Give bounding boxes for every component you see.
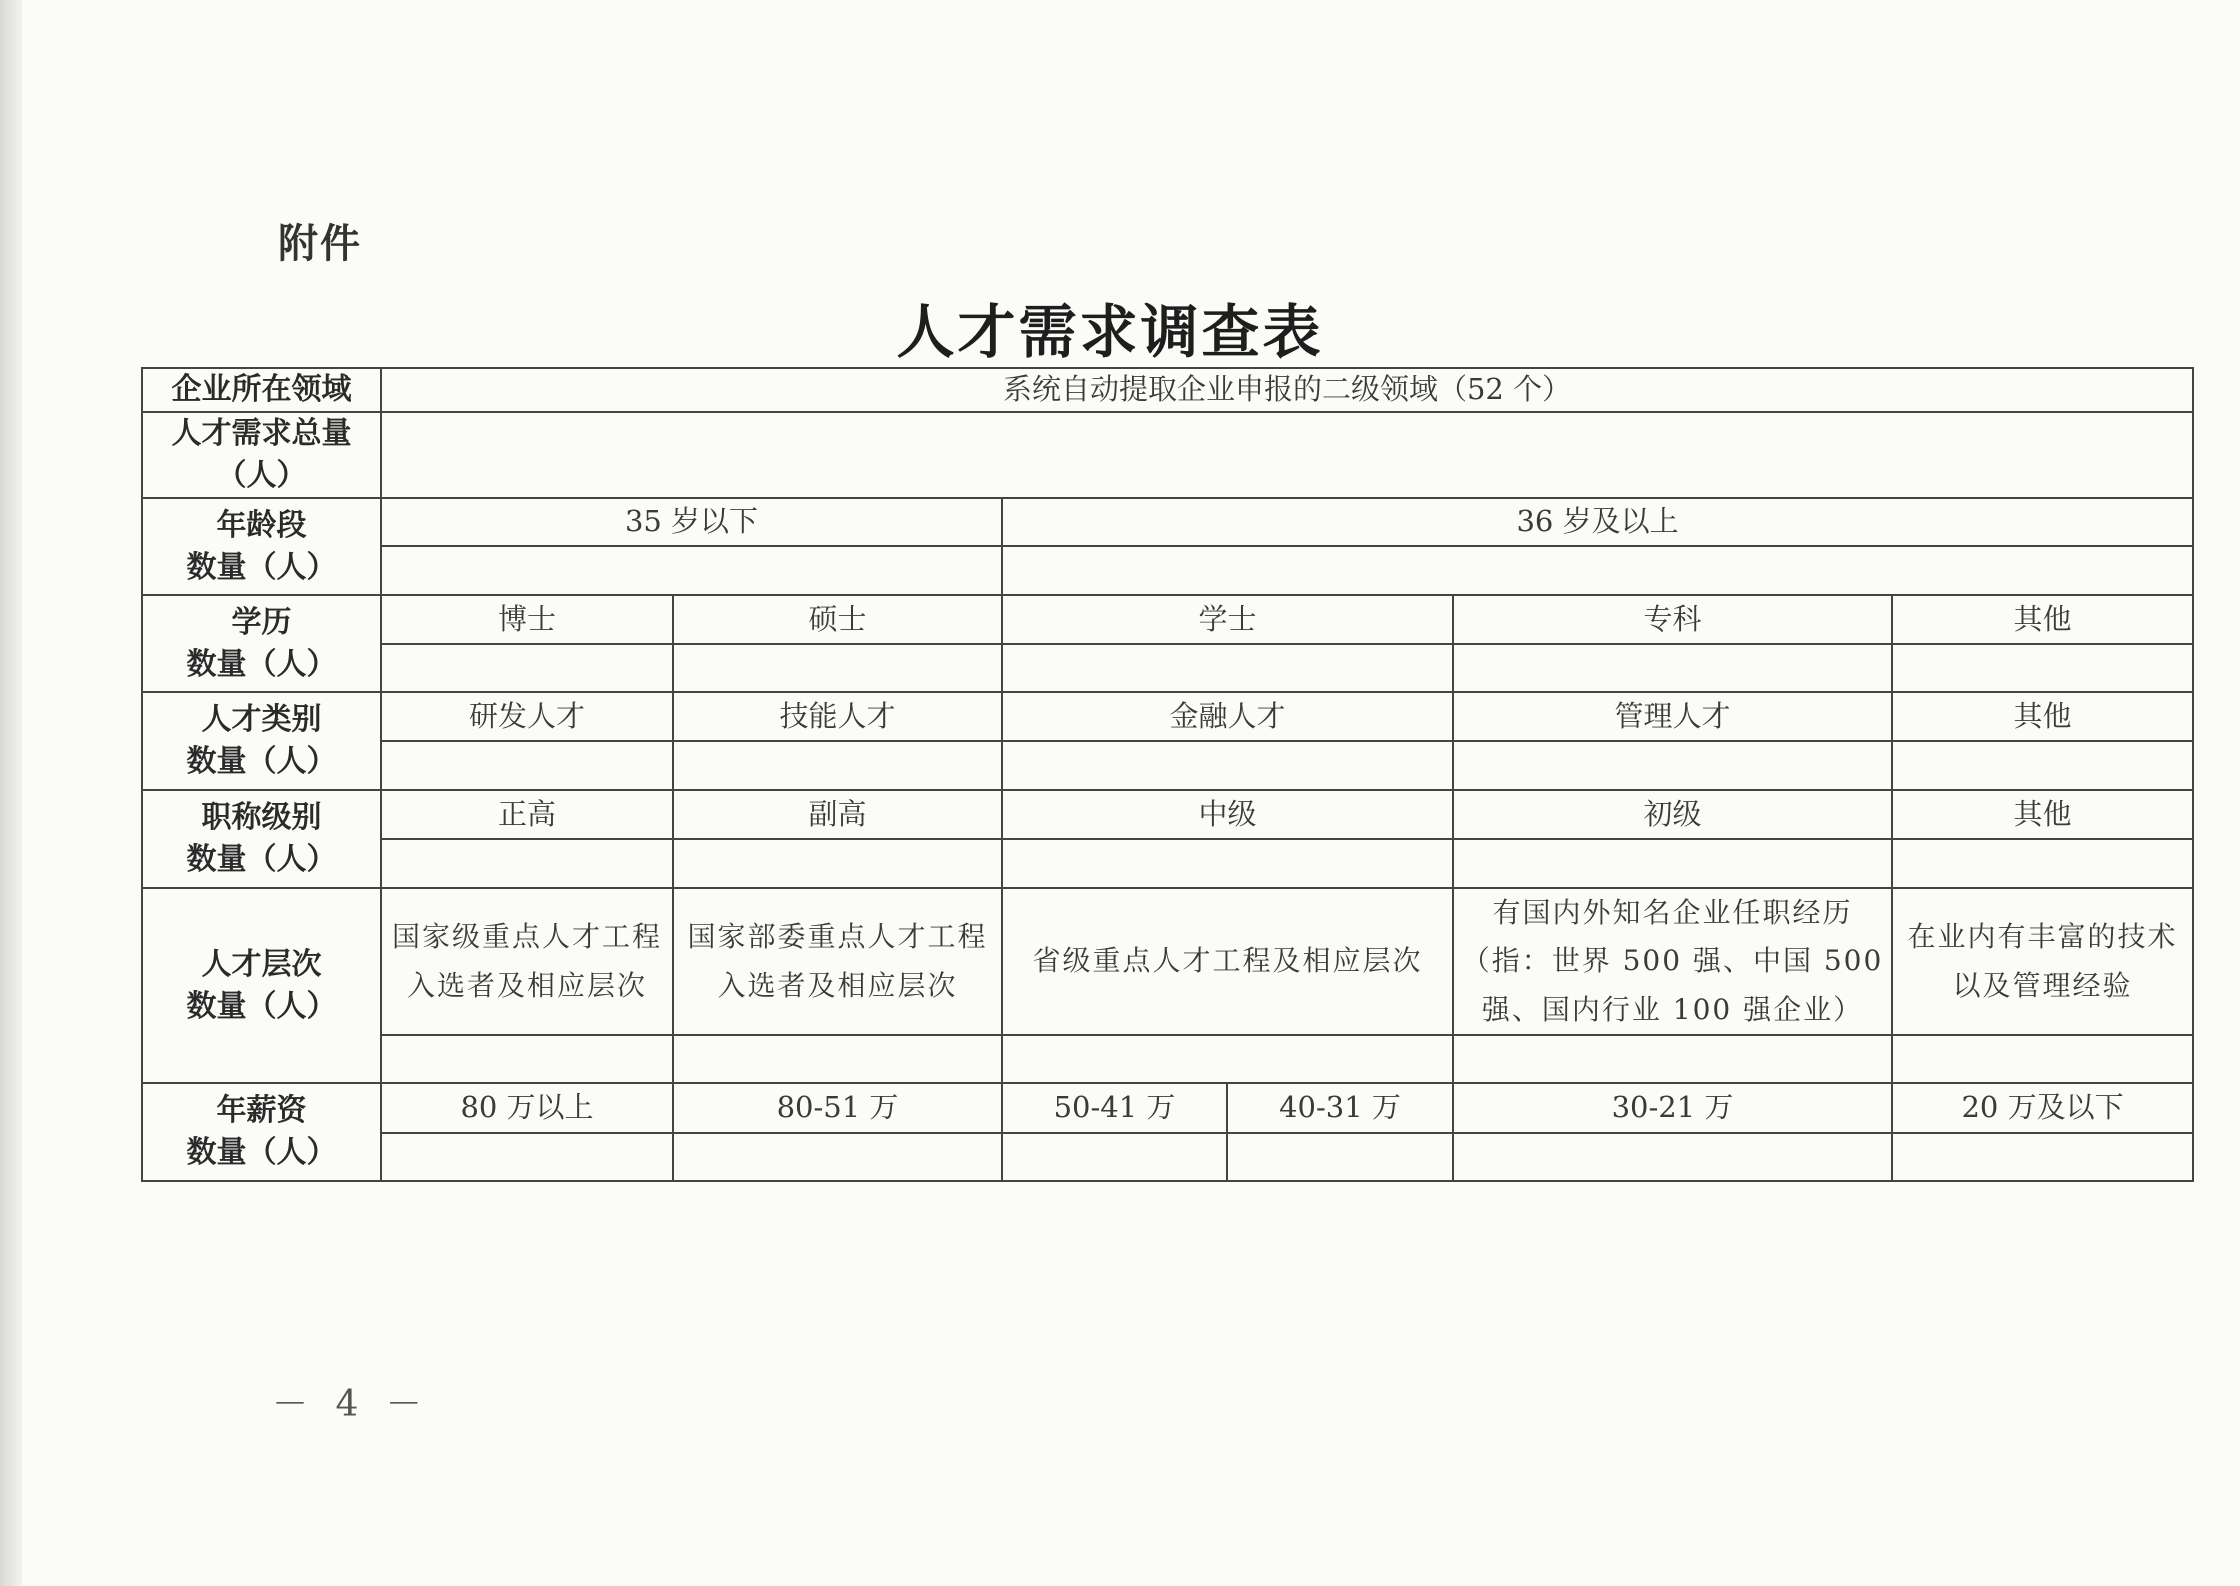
education-value-bachelor[interactable] bbox=[1002, 644, 1453, 692]
age-value-under35[interactable] bbox=[381, 546, 1002, 595]
category-label-line2: 数量（人） bbox=[186, 744, 337, 779]
category-option-finance: 金融人才 bbox=[1002, 692, 1453, 741]
talent-level-value-experience[interactable] bbox=[1892, 1035, 2193, 1083]
talent-level-value-ministry[interactable] bbox=[673, 1035, 1002, 1083]
title-level-value-senior[interactable] bbox=[381, 839, 673, 888]
title-level-label-line2: 数量（人） bbox=[186, 842, 337, 877]
table-row-age-values bbox=[142, 546, 2193, 595]
salary-option-80plus: 80 万以上 bbox=[381, 1083, 673, 1133]
age-option-under35: 35 岁以下 bbox=[381, 498, 1002, 546]
talent-level-value-national[interactable] bbox=[381, 1035, 673, 1083]
total-label-line2: （人） bbox=[216, 458, 307, 493]
title-level-label bbox=[142, 790, 381, 888]
title-level-option-other: 其他 bbox=[1892, 790, 2193, 839]
education-value-college[interactable] bbox=[1453, 644, 1892, 692]
title-level-label-line1: 职称级别 bbox=[201, 800, 322, 835]
salary-option-40-31: 40-31 万 bbox=[1227, 1083, 1453, 1133]
age-label-line2: 数量（人） bbox=[186, 549, 337, 585]
title-level-value-associate[interactable] bbox=[673, 839, 1002, 888]
table-row-talent-level-header bbox=[142, 888, 2193, 1035]
talent-level-option-provincial: 省级重点人才工程及相应层次 bbox=[1002, 888, 1453, 1035]
education-label bbox=[142, 595, 381, 692]
title-level-option-intermediate: 中级 bbox=[1002, 790, 1453, 839]
salary-value-40-31[interactable] bbox=[1227, 1133, 1453, 1181]
education-option-bachelor: 学士 bbox=[1002, 595, 1453, 644]
talent-level-option-experience: 在业内有丰富的技术以及管理经验 bbox=[1892, 888, 2193, 1035]
salary-label-line2: 数量（人） bbox=[186, 1135, 337, 1170]
talent-level-value-enterprise[interactable] bbox=[1453, 1035, 1892, 1083]
education-value-phd[interactable] bbox=[381, 644, 673, 692]
document-title: 人才需求调查表 bbox=[896, 298, 1324, 366]
category-label-line1: 人才类别 bbox=[201, 702, 322, 737]
title-level-value-junior[interactable] bbox=[1453, 839, 1892, 888]
talent-level-option-national: 国家级重点人才工程入选者及相应层次 bbox=[381, 888, 673, 1035]
category-value-management[interactable] bbox=[1453, 741, 1892, 790]
category-option-other: 其他 bbox=[1892, 692, 2193, 741]
salary-option-50-41: 50-41 万 bbox=[1002, 1083, 1227, 1133]
title-level-option-associate: 副高 bbox=[673, 790, 1002, 839]
table-row-age-header bbox=[142, 498, 2193, 546]
education-value-other[interactable] bbox=[1892, 644, 2193, 692]
title-level-option-senior: 正高 bbox=[381, 790, 673, 839]
category-label bbox=[142, 692, 381, 790]
table-row-education-values bbox=[142, 644, 2193, 692]
salary-value-20-below[interactable] bbox=[1892, 1133, 2193, 1181]
table-row-talent-level-values bbox=[142, 1035, 2193, 1083]
category-value-finance[interactable] bbox=[1002, 741, 1453, 790]
education-value-master[interactable] bbox=[673, 644, 1002, 692]
category-value-skill[interactable] bbox=[673, 741, 1002, 790]
table-row-title-level-header bbox=[142, 790, 2193, 839]
table-row-education-header bbox=[142, 595, 2193, 644]
domain-value: 系统自动提取企业申报的二级领域（52 个） bbox=[381, 368, 2193, 412]
category-option-rd: 研发人才 bbox=[381, 692, 673, 741]
education-option-other: 其他 bbox=[1892, 595, 2193, 644]
category-option-skill: 技能人才 bbox=[673, 692, 1002, 741]
salary-label-line1: 年薪资 bbox=[216, 1093, 307, 1128]
salary-value-30-21[interactable] bbox=[1453, 1133, 1892, 1181]
table-row-total bbox=[142, 412, 2193, 498]
age-label-line1: 年龄段 bbox=[216, 507, 307, 543]
survey-table bbox=[141, 367, 2194, 1182]
salary-option-30-21: 30-21 万 bbox=[1453, 1083, 1892, 1133]
salary-label bbox=[142, 1083, 381, 1181]
education-option-master: 硕士 bbox=[673, 595, 1002, 644]
talent-level-value-provincial[interactable] bbox=[1002, 1035, 1453, 1083]
category-option-management: 管理人才 bbox=[1453, 692, 1892, 741]
total-value-cell[interactable] bbox=[381, 412, 2193, 498]
title-level-option-junior: 初级 bbox=[1453, 790, 1892, 839]
table-row-salary-header bbox=[142, 1083, 2193, 1133]
table-row-salary-values bbox=[142, 1133, 2193, 1181]
domain-label: 企业所在领域 bbox=[142, 368, 381, 412]
education-label-line1: 学历 bbox=[231, 604, 292, 640]
table-row-category-header bbox=[142, 692, 2193, 741]
total-label bbox=[142, 412, 381, 498]
attachment-label: 附件 bbox=[278, 221, 362, 267]
scan-edge bbox=[0, 0, 22, 1586]
salary-value-50-41[interactable] bbox=[1002, 1133, 1227, 1181]
age-value-36plus[interactable] bbox=[1002, 546, 2193, 595]
salary-value-80plus[interactable] bbox=[381, 1133, 673, 1181]
age-option-36plus: 36 岁及以上 bbox=[1002, 498, 2193, 546]
table-row-title-level-values bbox=[142, 839, 2193, 888]
age-label bbox=[142, 498, 381, 595]
salary-option-80-51: 80-51 万 bbox=[673, 1083, 1002, 1133]
education-option-phd: 博士 bbox=[381, 595, 673, 644]
total-label-line1: 人才需求总量 bbox=[171, 416, 352, 451]
salary-option-20-below: 20 万及以下 bbox=[1892, 1083, 2193, 1133]
education-option-college: 专科 bbox=[1453, 595, 1892, 644]
title-level-value-intermediate[interactable] bbox=[1002, 839, 1453, 888]
talent-level-label bbox=[142, 888, 381, 1083]
table-row-domain bbox=[142, 368, 2193, 412]
talent-level-label-line2: 数量（人） bbox=[186, 988, 337, 1024]
talent-level-option-enterprise: 有国内外知名企业任职经历（指：世界 500 强、中国 500 强、国内行业 100 强企业） bbox=[1453, 888, 1892, 1035]
education-label-line2: 数量（人） bbox=[186, 646, 337, 682]
page-number: － 4 － bbox=[272, 1384, 430, 1425]
title-level-value-other[interactable] bbox=[1892, 839, 2193, 888]
salary-value-80-51[interactable] bbox=[673, 1133, 1002, 1181]
talent-level-option-ministry: 国家部委重点人才工程入选者及相应层次 bbox=[673, 888, 1002, 1035]
category-value-other[interactable] bbox=[1892, 741, 2193, 790]
table-row-category-values bbox=[142, 741, 2193, 790]
talent-level-label-line1: 人才层次 bbox=[201, 946, 322, 982]
category-value-rd[interactable] bbox=[381, 741, 673, 790]
